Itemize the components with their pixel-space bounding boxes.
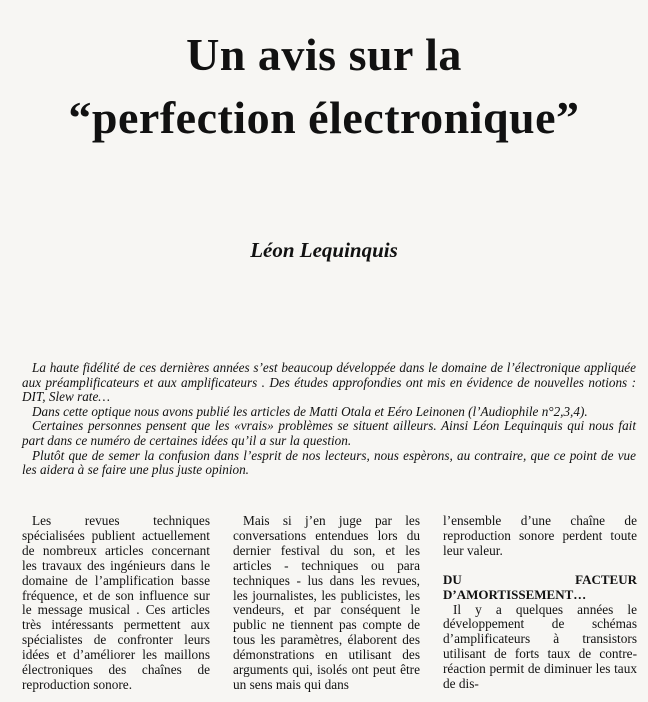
body-paragraph: Les revues techniques spécialisées publient actuellement de nombreux articles concernant les travaux des ingénieurs dans le domaine de l’amplification basse fréquence, et de son influence sur le message musical . Ces articles très intéressants permettent aux spécialistes de confronter leurs idées et d’améliorer les maillons électroniques des chaînes de reproduction sonore. (22, 513, 210, 692)
intro-paragraph: Plutôt que de semer la confusion dans l’esprit de nos lecteurs, nous espèrons, au contraire, que ce point de vue les aidera à se faire une plus juste opinion. (22, 447, 636, 478)
article-title-line-2: “perfection électronique” (68, 92, 580, 143)
body-column-1 (22, 514, 210, 693)
body-column-3 (443, 514, 637, 692)
body-paragraph: Mais si j’en juge par les conversations entendues lors du dernier festival du son, et les articles - techniques ou para techniques - lus dans les revues, les journalistes, les publicistes, les vendeurs, et par conséquent le public ne tiennent pas compte de tous les paramètres, élaborent des démonstrations en utilisant des arguments qui, isolés ont peut être un sens mais qui dans (233, 513, 420, 692)
body-column-2 (233, 514, 420, 693)
article-title-line-1: Un avis sur la (186, 29, 462, 80)
intro-paragraph: Dans cette optique nous avons publié les articles de Matti Otala et Eéro Leinonen (l’Audiophile n°2,3,4). (32, 403, 588, 419)
intro-paragraph: Certaines personnes pensent que les «vrais» problèmes se situent ailleurs. Ainsi Léon Lequinquis qui nous fait part dans ce numéro de certaines idées qu’il a sur la question. (22, 418, 636, 448)
section-heading: DU FACTEUR D’AMORTISSEMENT… (443, 571, 637, 602)
intro-paragraph: La haute fidélité de ces dernières années s’est beaucoup développée dans le domaine de l’électronique appliquée aux préamplificateurs et aux amplificateurs . Des études approfondies ont mis en évidence de nouvelles notions : DIT, Slew rate… (22, 360, 636, 405)
body-paragraph: l’ensemble d’une chaîne de reproduction sonore perdent toute leur valeur. (443, 513, 637, 558)
intro-block (22, 361, 636, 478)
body-paragraph: Il y a quelques années le développement de schémas d’amplificateurs à transistors utilisant de forts taux de contre-réaction permit de diminuer les taux de dis- (443, 601, 637, 692)
article-author: Léon Lequinquis (250, 238, 398, 262)
